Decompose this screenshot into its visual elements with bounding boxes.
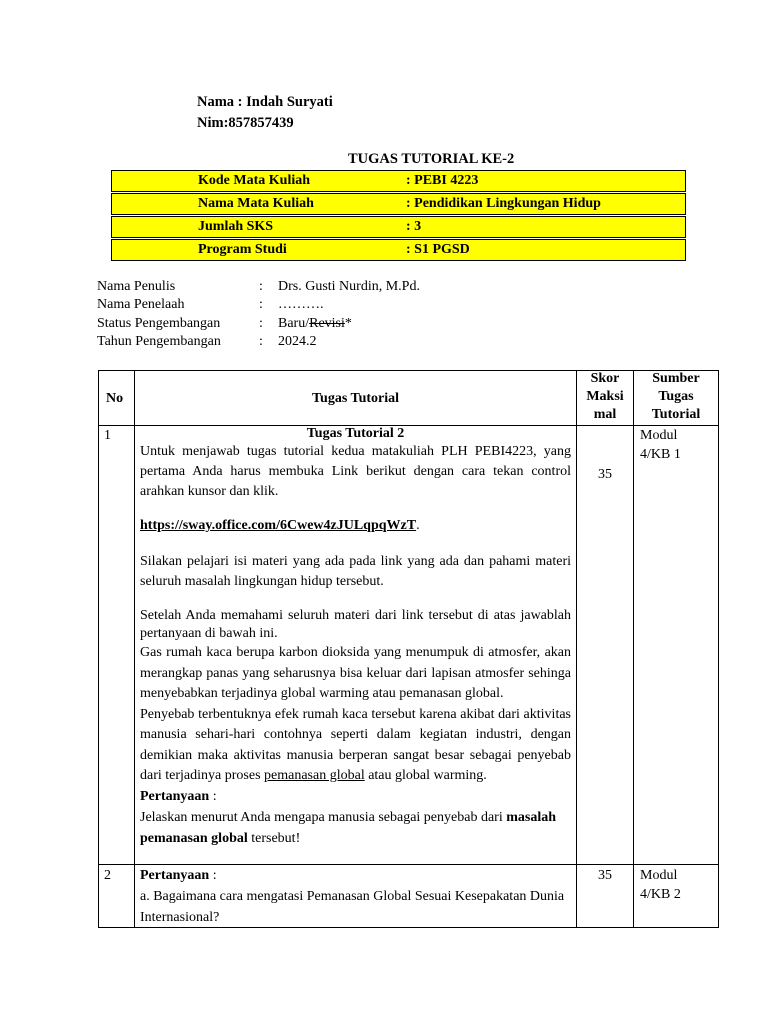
meta-key: Nama Penulis [97,279,176,294]
header-source-line: Sumber [652,371,700,386]
header-score-line: mal [593,407,617,422]
course-row-program [111,239,686,261]
row-1-paragraph-intro: Untuk menjawab tugas tutorial kedua matakuliah PLH PEBI4223, yang pertama Anda harus membuka Link berikut dengan cara tekan control arahkan kunsor dan klik. [140,444,571,499]
course-value: : PEBI 4223 [406,173,479,188]
row-2-no: 2 [104,868,111,883]
header-source-line: Tutorial [651,407,701,422]
source-line: Modul [640,428,678,443]
meta-colon: : [259,316,263,331]
meta-value [278,316,352,332]
header-task: Tugas Tutorial [311,391,400,406]
row-1-heading: Tugas Tutorial 2 [306,426,405,441]
course-row-code [111,170,686,192]
question-text: Jelaskan menurut Anda mengapa manusia sebagai penyebab dari [140,809,507,825]
header-source [634,370,718,424]
header-score-line: Skor [590,371,620,386]
source-line: 4/KB 2 [640,887,681,902]
document-title: TUGAS TUTORIAL KE-2 [348,151,515,167]
course-value: : 3 [406,219,422,234]
row-1-paragraph-greenhouse: Gas rumah kaca berupa karbon dioksida yang menumpuk di atmosfer, akan merangkap panas yang seharusnya bisa keluar dari lapisan atmosfer sehinga menyebabkan terjadinya global warming atau pemanasan global. [140,645,571,701]
question-colon: : [209,868,217,883]
status-new: Baru/ [278,316,310,331]
student-name: Nama : Indah Suryati [197,94,333,110]
meta-colon: : [259,279,263,294]
row-2-question: a. Bagaimana cara mengatasi Pemanasan Global Sesuai Kesepakatan Dunia Internasional? [140,889,565,925]
header-score-line: Maksi [586,389,624,404]
row-2-question-label [140,866,571,886]
row-1-question [140,807,571,849]
sway-link[interactable]: https://sway.office.com/6Cwew4zJULqpqWzT [140,518,417,533]
link-period: . [416,518,420,533]
row-2-source [640,866,681,904]
row-1-score: 35 [598,467,612,482]
header-no: No [106,391,124,406]
cause-text: Penyebab terbentuknya efek rumah kaca tersebut karena akibat dari aktivitas manusia sehari-hari contohnya seperti dalam kegiatan industri, dengan demikian maka aktivitas manusia berperan sangat besar sebagai penyebab dari terjadinya proses [140,706,571,783]
course-key: Kode Mata Kuliah [198,173,311,188]
tutorial-task-table [98,370,719,928]
meta-key: Nama Penelaah [97,297,185,312]
question-tail: tersebut! [247,830,301,846]
course-value: : Pendidikan Lingkungan Hidup [406,196,601,211]
row-1-question-label [140,787,571,807]
student-nim: Nim:857857439 [197,115,294,131]
status-asterisk: * [344,316,352,331]
meta-value: 2024.2 [278,334,317,349]
status-revision-struck: Revisi [309,316,345,331]
question-bold: masalah pemanasan global [140,809,557,846]
header-source-line: Tugas [658,389,694,404]
course-key: Nama Mata Kuliah [198,196,314,211]
course-info-box [111,170,686,261]
row-1-source [640,426,681,464]
row-1-paragraph-study: Silakan pelajari isi materi yang ada pada link yang ada dan pahami materi seluruh masalah lingkungan hidup tersebut. [140,554,571,589]
question-label: Pertanyaan [140,788,210,804]
course-row-sks [111,216,686,238]
meta-key: Tahun Pengembangan [97,334,221,349]
cause-tail: atau global warming. [364,768,487,783]
meta-colon: : [259,297,263,312]
meta-value: ………. [278,297,324,312]
question-colon: : [209,788,217,804]
header-score [577,370,633,424]
course-row-name [111,193,686,215]
course-key: Jumlah SKS [198,219,274,234]
row-2-score: 35 [598,868,612,883]
source-line: 4/KB 1 [640,447,681,462]
row-1-paragraph-cause [140,705,571,787]
question-label: Pertanyaan [140,868,210,883]
meta-key: Status Pengembangan [97,316,221,331]
course-value: : S1 PGSD [406,242,470,257]
meta-value: Drs. Gusti Nurdin, M.Pd. [278,279,420,294]
source-line: Modul [640,868,678,883]
row-2-task [140,866,571,928]
row-1-paragraph-answer: Setelah Anda memahami seluruh materi dari link tersebut di atas jawablah pertanyaan di bawah ini. [140,608,571,641]
meta-colon: : [259,334,263,349]
row-1-task [140,426,571,849]
row-1-no: 1 [104,428,111,443]
course-key: Program Studi [198,242,287,257]
row-1-link-line [140,516,571,536]
cause-underlined: pemanasan global [264,768,365,783]
